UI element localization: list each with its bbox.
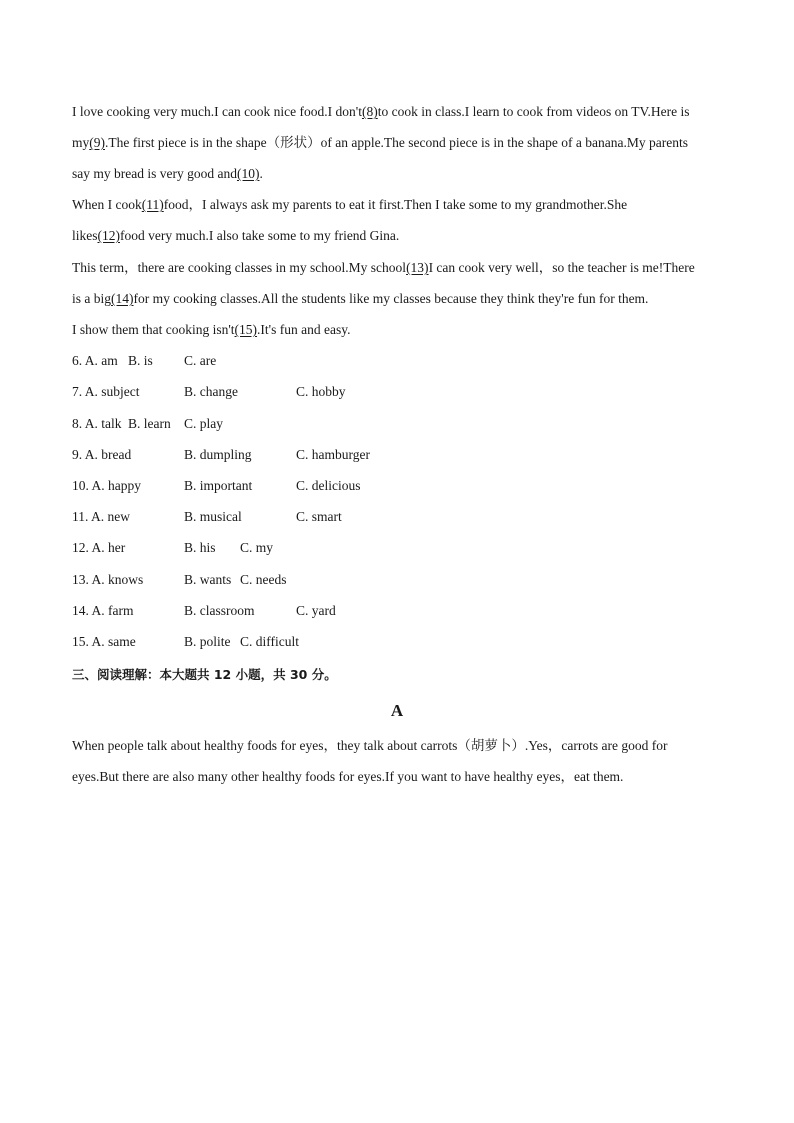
blank-8: (8) (361, 104, 378, 119)
passage-text: to cook in class.I learn to cook from videos on TV.Here is (377, 104, 690, 119)
option-a: 9. A. bread (72, 447, 132, 462)
option-c: C. smart (296, 509, 342, 524)
passage-text: When I cook (72, 197, 142, 212)
passage-text: is a big (72, 291, 111, 306)
blank-14: (14) (111, 291, 134, 306)
option-a: 10. A. happy (72, 478, 141, 493)
passage-text: say my bread is very good and (72, 166, 237, 181)
reading-line-2: eyes.But there are also many other healthy foods for eyes.If you want to have healthy eyes，eat them. (72, 769, 624, 784)
option-b: B. learn (128, 416, 171, 431)
passage-text: for my cooking classes.All the students like my classes because they think they're fun for them. (133, 291, 649, 306)
passage-text: . (259, 166, 263, 181)
blank-9: (9) (89, 135, 106, 150)
passage-line-1 (72, 103, 690, 121)
passage-line-3 (72, 165, 263, 183)
option-b: B. is (128, 353, 153, 368)
passage-text: I love cooking very much.I can cook nice food.I don't (72, 104, 362, 119)
passage-text: my (72, 135, 90, 150)
option-c: C. delicious (296, 478, 361, 493)
option-b: B. change (184, 384, 238, 399)
blank-11: (11) (141, 197, 164, 212)
option-a: 14. A. farm (72, 603, 134, 618)
option-a: 6. A. am (72, 353, 118, 368)
passage-text: I can cook very well，so the teacher is me!There (428, 260, 695, 275)
option-a: 12. A. her (72, 540, 126, 555)
passage-line-4 (72, 196, 627, 214)
option-a: 11. A. new (72, 509, 130, 524)
passage-text: food，I always ask my parents to eat it first.Then I take some to my grandmother.She (163, 197, 628, 212)
option-a: 8. A. talk (72, 416, 122, 431)
blank-15: (15) (234, 322, 258, 337)
passage-line-8 (72, 321, 350, 339)
option-c: C. are (184, 353, 217, 368)
passage-line-2 (72, 134, 688, 152)
option-a: 15. A. same (72, 634, 136, 649)
passage-line-5 (72, 227, 399, 245)
option-c: C. my (240, 540, 274, 555)
option-c: C. hamburger (296, 447, 370, 462)
passage-title: A (390, 701, 404, 720)
option-b: B. important (184, 478, 253, 493)
passage-text: food very much.I also take some to my friend Gina. (120, 228, 400, 243)
option-b: B. his (184, 540, 216, 555)
passage-text: I show them that cooking isn't (72, 322, 235, 337)
blank-10: (10) (236, 166, 260, 181)
passage-text: .It's fun and easy. (257, 322, 351, 337)
option-a: 7. A. subject (72, 384, 140, 399)
passage-text: likes (72, 228, 98, 243)
passage-text: This term，there are cooking classes in my school.My school (72, 260, 407, 275)
option-c: C. hobby (296, 384, 346, 399)
passage-text: .The first piece is in the shape（形状）of an apple.The second piece is in the shape of a banana.My parents (105, 135, 688, 150)
option-b: B. classroom (184, 603, 255, 618)
passage-line-6 (72, 259, 695, 277)
option-b: B. polite (184, 634, 231, 649)
option-b: B. musical (184, 509, 242, 524)
passage-line-7 (72, 290, 648, 308)
option-c: C. needs (240, 572, 287, 587)
reading-line-1: When people talk about healthy foods for eyes，they talk about carrots（胡萝卜）.Yes，carrots are good for (72, 738, 668, 753)
option-b: B. wants (184, 572, 232, 587)
section-heading: 三、阅读理解：本大题共 12 小题，共 30 分。 (72, 667, 337, 682)
option-a: 13. A. knows (72, 572, 144, 587)
blank-12: (12) (97, 228, 120, 243)
option-c: C. play (184, 416, 223, 431)
option-b: B. dumpling (184, 447, 252, 462)
option-c: C. difficult (240, 634, 299, 649)
option-c: C. yard (296, 603, 336, 618)
blank-13: (13) (406, 260, 429, 275)
